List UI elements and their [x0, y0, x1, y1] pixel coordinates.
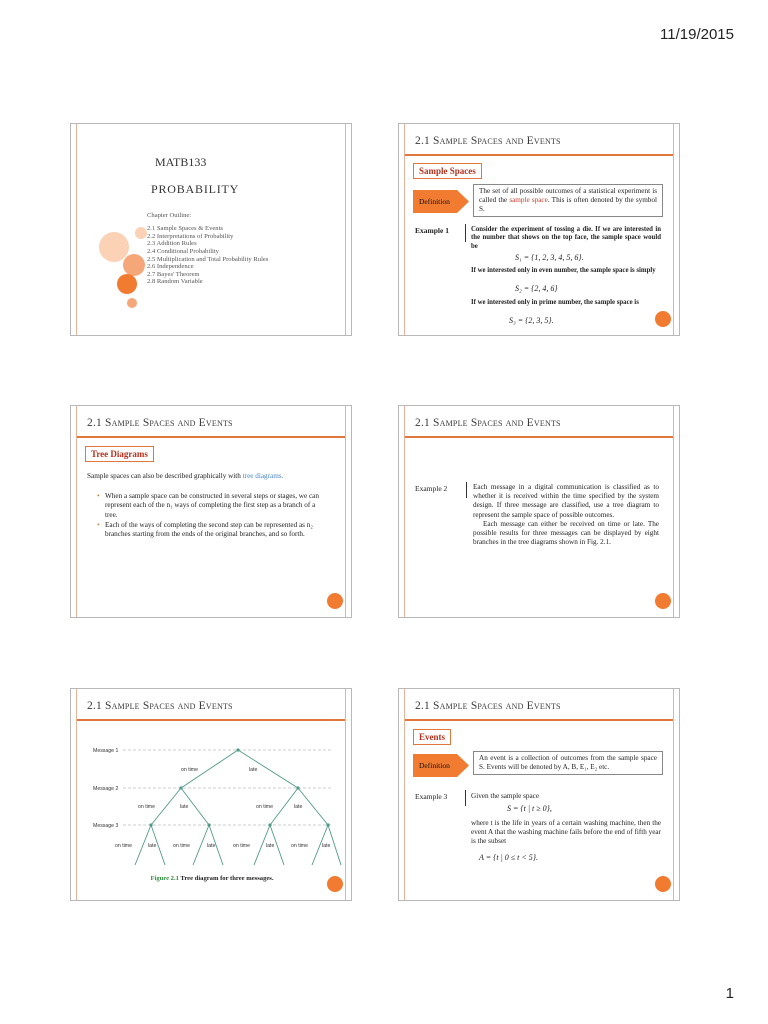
slide-border-right [345, 406, 346, 617]
example-bar [465, 224, 466, 242]
tree-branch-label: late [266, 843, 275, 849]
example-text: where t is the life in years of a certain washing machine, then the event A that the washing machine fails before the end of fifth year is the subset [471, 819, 662, 845]
outline-item: 2.5 Multiplication and Total Probability Rules [147, 255, 269, 263]
definition-label: Definition [419, 197, 450, 206]
definition-text-part: The set of all possible outcomes of a statistical experiment is called the [479, 187, 657, 204]
tree-branch-label: on time [181, 767, 199, 773]
tree-branch-label: late [249, 767, 258, 773]
definition-term: sample space [509, 196, 548, 204]
example-paragraph: Each message in a digital communication is classified as to whether it is received within the time specified by the system design. If three message are classified, use a tree diagram to represent the sample space of possible outcomes. [473, 483, 659, 519]
slide-dot [655, 876, 671, 892]
slide-dot [327, 876, 343, 892]
tree-branch-label: on time [115, 843, 133, 849]
outline-item: 2.6 Independence [147, 263, 194, 271]
slide-border-right [673, 406, 674, 617]
math-expression: S = {t | t ≥ 0}, [507, 804, 552, 813]
example-text: If we interested only in even number, the sample space is simply [471, 267, 656, 274]
example-paragraph: Each message can either be received on time or late. The possible results for three messages can be displayed by eight branches in the tree diagrams shown in Fig. 2.1. [473, 519, 659, 547]
tree-branch-label: on time [233, 843, 251, 849]
example-label: Example 1 [415, 226, 449, 235]
slide-dot [327, 593, 343, 609]
example-text: Given the sample space [471, 792, 540, 800]
outline-item: 2.3 Addition Rules [147, 240, 197, 248]
decor-circle [117, 274, 137, 294]
decor-circle [123, 254, 145, 276]
definition-tag [413, 754, 469, 777]
definition-label: Definition [419, 761, 450, 770]
intro-term: tree diagrams. [242, 472, 284, 480]
slide-dot [655, 311, 671, 327]
slide-title: 2.1 Sample Spaces and Events [87, 417, 233, 429]
outline-list [147, 225, 268, 286]
section-heading: Sample Spaces [413, 163, 482, 179]
tree-level-label: Message 1 [93, 748, 119, 754]
definition-text-part: . This is often denoted by the symbol S. [479, 196, 657, 213]
definition-tag [413, 190, 469, 213]
tree-branch-label: on time [138, 804, 156, 810]
page-date: 11/19/2015 [660, 26, 734, 43]
slide-title: 2.1 Sample Spaces and Events [415, 135, 561, 147]
tree-level-label: Message 2 [93, 786, 119, 792]
slide-title: 2.1 Sample Spaces and Events [415, 700, 561, 712]
title-rule [405, 154, 673, 156]
bullet-item: • When a sample space can be constructed in several steps or stages, we can represent each of the n₁ ways of completing the first step as a branch of a tree. [105, 492, 329, 520]
course-title: PROBABILITY [151, 182, 240, 196]
slide-title: 2.1 Sample Spaces and Events [415, 417, 561, 429]
figure-label: Figure 2.1 [150, 875, 179, 882]
tree-branch-label: on time [256, 804, 274, 810]
example-text: If we interested only in prime number, the sample space is [471, 299, 639, 306]
math-expression: S₁ = {1, 2, 3, 4, 5, 6}. [515, 253, 584, 262]
section-heading: Events [413, 729, 451, 745]
example-text [473, 483, 659, 548]
outline-item: 2.8 Random Variable [147, 278, 203, 286]
slide-5 [70, 688, 352, 901]
tree-level-label: Message 3 [93, 823, 119, 829]
example-text: Consider the experiment of tossing a die. If we are interested in the number that shows on the top face, the sample space would be [471, 226, 661, 250]
decor-circle [127, 298, 137, 308]
example-bar [466, 482, 467, 498]
slide-border-right [673, 124, 674, 335]
tree-branch-label: late [322, 843, 331, 849]
outline-label: Chapter Outline: [147, 212, 192, 219]
math-expression: S₂ = {2, 4, 6} [515, 284, 558, 293]
outline-item: 2.1 Sample Spaces & Events [147, 225, 223, 232]
title-rule [77, 436, 345, 438]
tree-diagram [71, 729, 352, 875]
example-label: Example 2 [415, 484, 448, 493]
outline-item: 2.4 Conditional Probability [147, 247, 219, 255]
outline-item: 2.7 Bayes' Theorem [147, 270, 200, 278]
slide-dot [655, 593, 671, 609]
definition-text [473, 184, 663, 217]
title-rule [77, 719, 345, 721]
definition-text: An event is a collection of outcomes from the sample space S. Events will be denoted by A, B, E₁, E₂ etc. [473, 751, 663, 775]
example-bar [465, 790, 466, 806]
slide-title: 2.1 Sample Spaces and Events [87, 700, 233, 712]
page-number: 1 [725, 985, 734, 1002]
slide-border-left [76, 124, 77, 335]
slide-border-right [673, 689, 674, 900]
slide-2 [398, 123, 680, 336]
tree-branch-label: late [148, 843, 157, 849]
math-expression: A = {t | 0 ≤ t < 5}. [479, 853, 538, 862]
title-rule [405, 719, 673, 721]
math-expression: S₃ = {2, 3, 5}. [509, 316, 554, 325]
decor-circle [135, 227, 147, 239]
tree-branch-label: late [294, 804, 303, 810]
intro-paragraph [87, 472, 319, 481]
figure-caption [71, 875, 352, 882]
bullet-list [105, 492, 329, 541]
intro-text: Sample spaces can also be described graphically with [87, 472, 243, 480]
tree-branch-label: late [180, 804, 189, 810]
section-heading: Tree Diagrams [85, 446, 154, 462]
outline-item: 2.2 Interpretations of Probability [147, 232, 234, 240]
course-code: MATB133 [155, 155, 207, 169]
bullet-item: • Each of the ways of completing the second step can be represented as n₂ branches starting from the ends of the original branches, and so forth. [105, 521, 329, 540]
slide-6 [398, 688, 680, 901]
tree-branch-label: on time [291, 843, 309, 849]
tree-branch-label: late [207, 843, 216, 849]
slide-3 [70, 405, 352, 618]
title-rule [405, 436, 673, 438]
slide-1 [70, 123, 352, 336]
slide-border-right [345, 124, 346, 335]
slide-4 [398, 405, 680, 618]
figure-caption-text: Tree diagram for three messages. [178, 875, 274, 882]
example-label: Example 3 [415, 792, 448, 801]
tree-branch-label: on time [173, 843, 191, 849]
